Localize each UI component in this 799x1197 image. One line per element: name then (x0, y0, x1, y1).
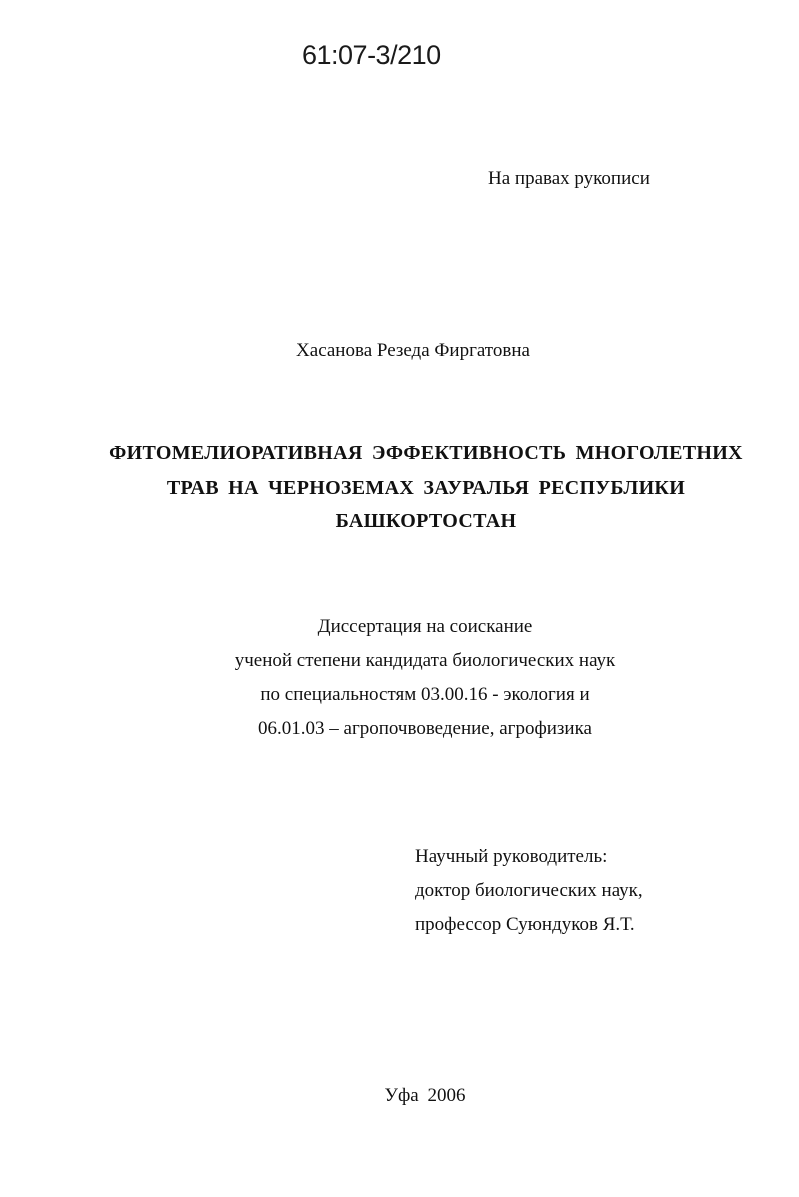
dissertation-line-2: ученой степени кандидата биологических наук (234, 650, 616, 671)
title-line-2: ТРАВ НА ЧЕРНОЗЕМАХ ЗАУРАЛЬЯ РЕСПУБЛИКИ (166, 477, 686, 499)
supervisor-label: Научный руководитель: (415, 846, 608, 867)
dissertation-line-4: 06.01.03 – агропочвоведение, агрофизика (258, 718, 592, 739)
supervisor-name: профессор Суюндуков Я.Т. (415, 914, 635, 935)
author-name: Хасанова Резеда Фиргатовна (296, 340, 530, 361)
city-year: Уфа 2006 (384, 1085, 466, 1106)
title-line-3: БАШКОРТОСТАН (335, 510, 517, 532)
archive-stamp-number: 61:07-3/210 (302, 40, 441, 70)
supervisor-degree: доктор биологических наук, (415, 880, 643, 901)
title-line-1: ФИТОМЕЛИОРАТИВНАЯ ЭФФЕКТИВНОСТЬ МНОГОЛЕТНИХ (109, 442, 743, 464)
dissertation-line-3: по специальностям 03.00.16 - экология и (260, 684, 590, 705)
dissertation-line-1: Диссертация на соискание (317, 616, 533, 637)
rights-notice: На правах рукописи (488, 168, 650, 189)
